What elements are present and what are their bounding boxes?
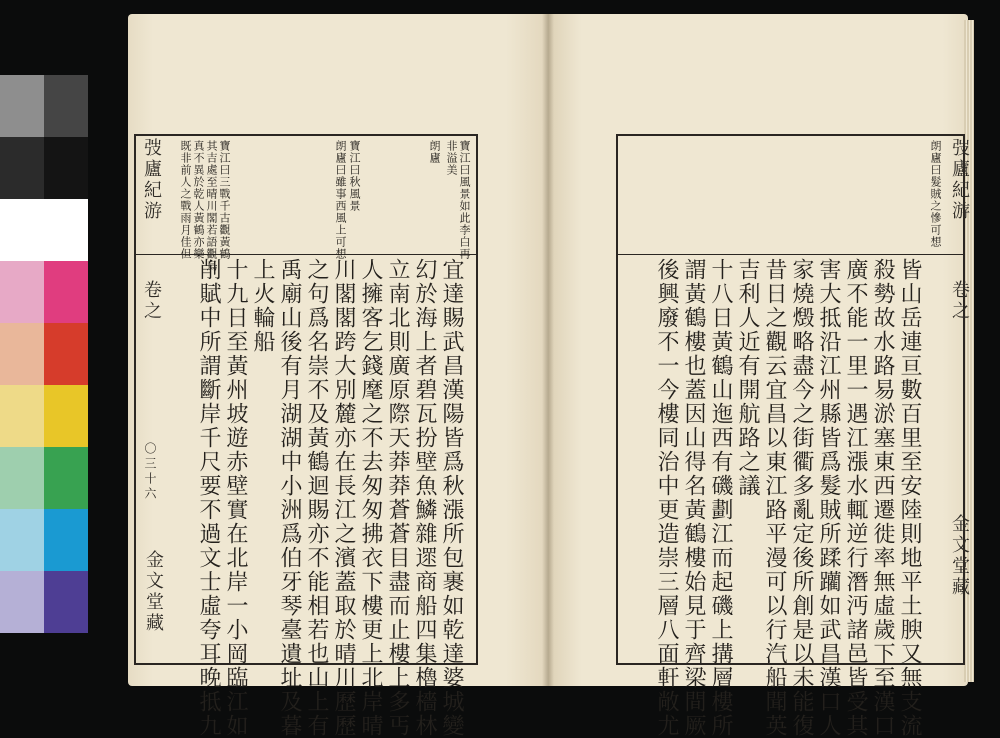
text-column: 川閣閣跨大別麓亦在長江之濱蓋取於晴川歷歷 <box>331 258 356 738</box>
text-column: 害大抵沿江州縣皆爲髮賊所蹂躪如武昌漢口人 <box>816 258 841 738</box>
color-swatch <box>44 509 88 571</box>
note: 朗廬曰雖事西風上可想 <box>334 140 347 260</box>
color-swatch <box>44 137 88 199</box>
color-swatch <box>44 75 88 137</box>
color-swatch <box>0 199 44 261</box>
text-column: 殺勢故水路易淤塞東西遷徙率無虛歲下至漢口 <box>870 258 895 738</box>
text-column: 後興廢不一今樓同治中更造崇三層八面軒敞尤 <box>654 258 679 738</box>
color-swatch <box>0 75 44 137</box>
text-column: 家燒燬略盡今之街衢多亂定後所創是以未能復 <box>789 258 814 738</box>
text-column: 吉利人近有開航路之議 <box>735 258 760 498</box>
book-gutter <box>542 14 554 686</box>
note: 寶江曰三戰千古觀黃鶴 <box>218 140 231 260</box>
note: 真不異於乾人黃鶴亦樂 <box>192 140 205 260</box>
text-column: 皆山岳連亘數百里至安陸則地平土腴又無支流 <box>897 258 922 738</box>
text-column: 上火輪船 <box>250 258 275 354</box>
left-margin-page-number: 〇三十六 <box>143 442 157 502</box>
color-calibration-chart <box>0 75 88 637</box>
color-swatch <box>0 571 44 633</box>
text-column: 禹廟山後有月湖湖中小洲爲伯牙琴臺遺址及暮 <box>277 258 302 738</box>
text-column: 宜達賜武昌漢陽皆爲秋漲所包裹如乾達婆城變 <box>439 258 464 738</box>
text-column: 立南北則廣原際天莽莽蒼蒼目盡而止樓上多丐 <box>385 258 410 738</box>
left-margin-volume: 卷之 <box>141 280 162 322</box>
color-swatch <box>44 447 88 509</box>
text-column: 之句爲名崇不及黃鶴迴賜亦不能相若也山上有 <box>304 258 329 738</box>
note: 其吉處至晴川閣若語觀鳥 <box>205 140 218 272</box>
color-swatch <box>0 385 44 447</box>
color-swatch <box>0 323 44 385</box>
text-column: 削賦中所謂斷岸千尺要不過文士虛夸耳晚抵九 <box>196 258 221 738</box>
color-swatch <box>0 261 44 323</box>
text-column: 幻於海上者碧瓦扮壁魚鱗雜遝商船四集櫓檣林 <box>412 258 437 738</box>
text-column: 十八日黃鶴山迤西有磯劃江而起磯上搆層樓所 <box>708 258 733 738</box>
color-swatch <box>44 199 88 261</box>
note: 非溢美 <box>445 140 458 176</box>
left-margin-publisher: 金文堂藏 <box>143 550 164 634</box>
text-column: 人擁客乞錢麾之不去匆匆拂衣下樓更上北岸晴 <box>358 258 383 738</box>
color-swatch <box>44 261 88 323</box>
color-swatch <box>0 509 44 571</box>
note: 朗廬曰髮賊之慘可想 <box>929 140 942 248</box>
right-margin-volume: 卷之 <box>949 280 970 322</box>
note: 朗廬 <box>428 140 441 164</box>
note: 寶江曰秋風景 <box>348 140 361 212</box>
text-column: 謂黃鶴樓也蓋因山得名黃鶴樓始見于齊梁間厥 <box>681 258 706 738</box>
open-book <box>128 14 974 738</box>
color-swatch <box>44 385 88 447</box>
color-swatch <box>44 323 88 385</box>
text-column: 廣不能一里一遇江漲水輒逆行潛沔諸邑皆受其 <box>843 258 868 738</box>
text-column: 昔日之觀云宜昌以東江路平漫可以行汽船聞英 <box>762 258 787 738</box>
note: 寶江曰風景如此李白再 <box>458 140 471 260</box>
color-swatch <box>0 137 44 199</box>
color-swatch <box>44 571 88 633</box>
note-divider <box>618 254 963 255</box>
left-margin-title: 弢廬紀游 <box>141 138 162 222</box>
note: 既非前人之戰雨月佳但 <box>179 140 192 260</box>
right-margin-title: 弢廬紀游 <box>949 138 970 222</box>
color-swatch <box>0 447 44 509</box>
text-column: 十九日至黃州坡遊赤壁實在北岸一小岡臨江如 <box>223 258 248 738</box>
right-margin-publisher: 金文堂藏 <box>949 514 970 598</box>
